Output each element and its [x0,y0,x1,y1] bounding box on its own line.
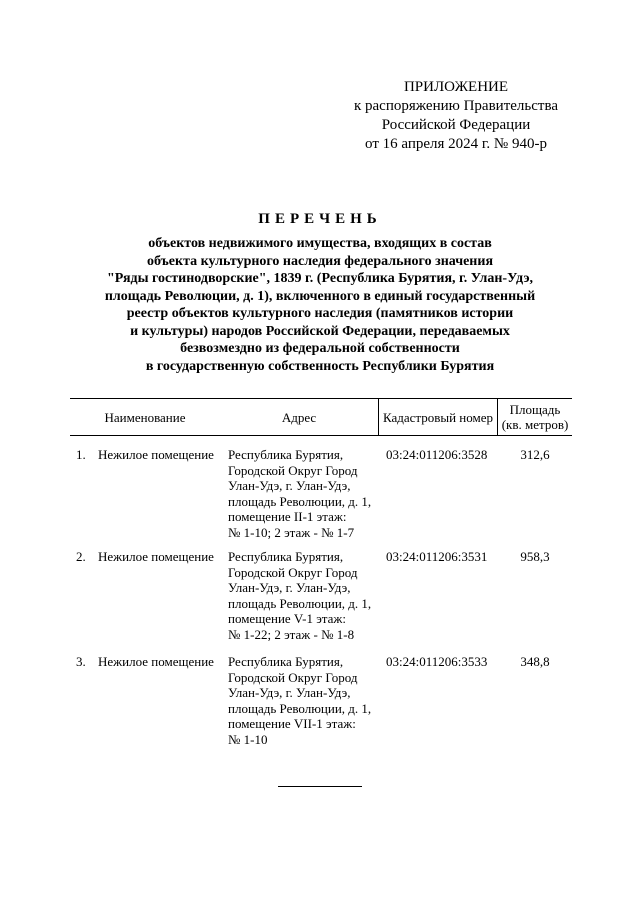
row-name: Нежилое помещение [98,549,214,564]
row-cadastral: 03:24:011206:3533 [386,654,488,669]
address-line: Республика Бурятия, [228,654,344,669]
address-line: помещение II-1 этаж: [228,509,347,524]
address-line: площадь Революции, д. 1, [228,493,372,509]
header-area [498,399,572,435]
header-name: Наименование [104,409,186,425]
subtitle-line: и культуры) народов Российской Федерации, передаваемых [130,323,510,339]
appendix-label: ПРИЛОЖЕНИЕ [403,79,509,95]
address-line: № 1-10 [228,731,268,747]
address-line: площадь Революции, д. 1, [228,595,372,611]
subtitle-line: в государственную собственность Республики Бурятия [145,358,495,374]
row-cadastral: 03:24:011206:3531 [386,549,488,564]
document-subtitle [60,235,580,375]
row-number: 2. [76,549,86,564]
row-address [228,654,378,747]
subtitle-line: объектов недвижимого имущества, входящих в состав [148,236,492,251]
table-header [70,398,572,436]
header-area-label: Площадь [509,402,561,417]
address-line: Республика Бурятия, [228,549,344,564]
appendix-block [340,78,572,154]
row-name: Нежилое помещение [98,447,214,462]
row-area: 348,8 [520,654,550,669]
row-area: 958,3 [520,549,550,564]
address-line: помещение VII-1 этаж: [228,716,356,731]
address-line: площадь Революции, д. 1, [228,700,372,716]
appendix-line: к распоряжению Правительства [353,98,558,114]
row-number: 3. [76,654,86,669]
address-line: Городской Округ Город [228,462,358,478]
subtitle-line: площадь Революции, д. 1), включенного в единый государственный [104,288,536,304]
address-line: № 1-22; 2 этаж - № 1-8 [228,626,355,642]
row-name: Нежилое помещение [98,654,214,669]
subtitle-line: объекта культурного наследия федерального значения [146,253,494,269]
address-line: Городской Округ Город [228,564,358,580]
address-line: № 1-10; 2 этаж - № 1-7 [228,524,355,540]
subtitle-line: реестр объектов культурного наследия (памятников истории [126,306,514,321]
address-line: Улан-Удэ, г. Улан-Удэ, [228,478,351,493]
row-number: 1. [76,447,86,462]
row-cadastral: 03:24:011206:3528 [386,447,488,462]
row-address [228,447,378,540]
row-area: 312,6 [520,447,550,462]
address-line: Республика Бурятия, [228,447,344,462]
header-area-unit: (кв. метров) [501,417,569,432]
end-separator-line [278,786,362,787]
subtitle-line: "Ряды гостинодворские", 1839 г. (Республика Бурятия, г. Улан-Удэ, [106,271,533,286]
appendix-date: от 16 апреля 2024 г. № 940-р [365,136,547,152]
address-line: помещение V-1 этаж: [228,611,346,626]
document-title: ПЕРЕЧЕНЬ [258,211,382,227]
header-address: Адрес [281,409,317,425]
subtitle-line: безвозмездно из федеральной собственности [180,341,460,356]
appendix-line: Российской Федерации [381,117,531,133]
address-line: Улан-Удэ, г. Улан-Удэ, [228,685,351,700]
header-cadastral: Кадастровый номер [382,409,494,425]
row-address [228,549,378,642]
address-line: Улан-Удэ, г. Улан-Удэ, [228,580,351,595]
address-line: Городской Округ Город [228,669,358,685]
